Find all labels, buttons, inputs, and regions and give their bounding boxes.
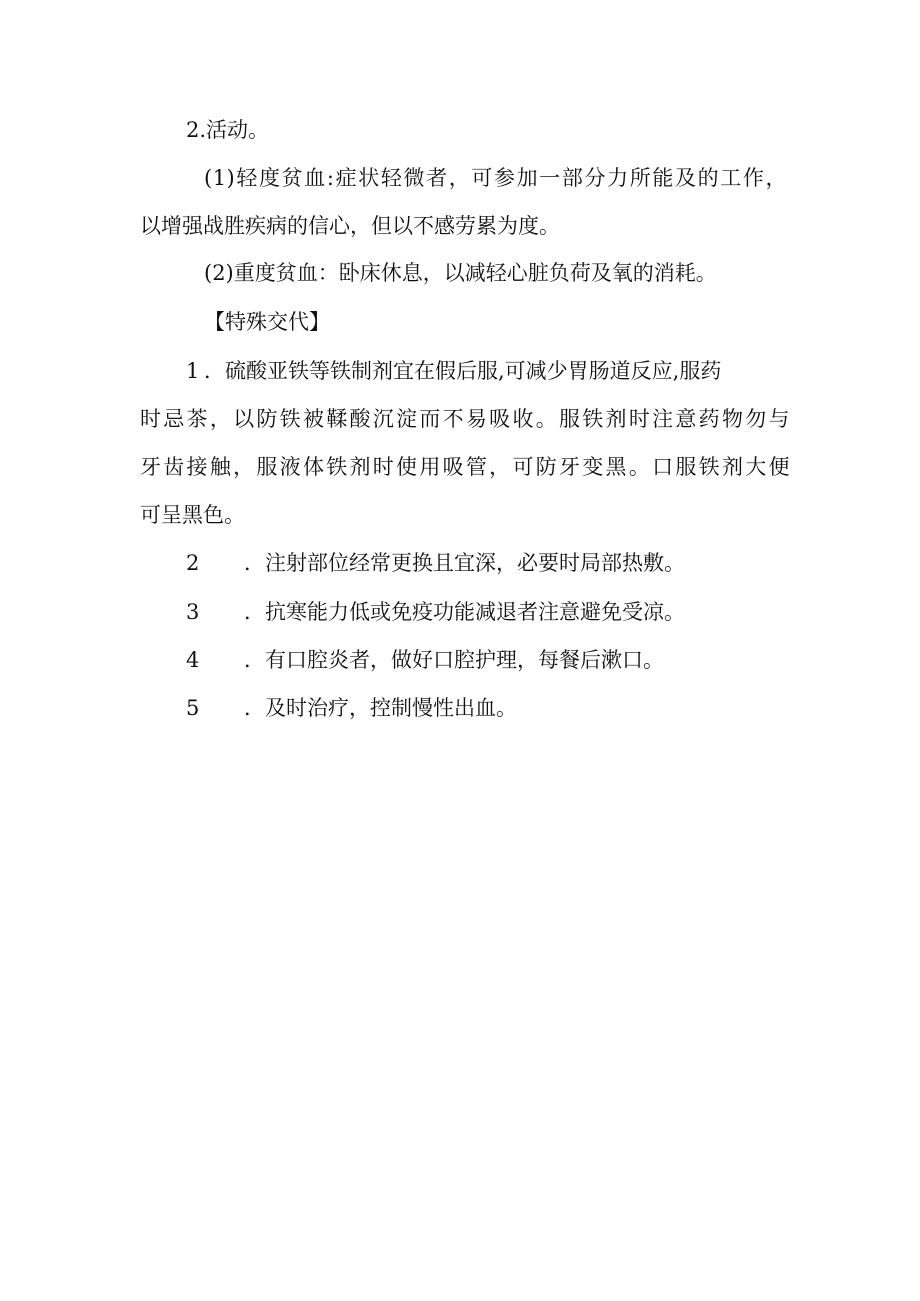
special-item-3-number: 3 [186,600,200,624]
special-item-1-line-2: 时忌茶，以防铁被鞣酸沉淀而不易吸收。服铁剂时注意药物勿与 [140,407,790,431]
special-item-5-number: 5 [186,696,200,720]
special-item-1-line-4: 可呈黑色。 [140,503,245,527]
special-item-4-text: ．有口腔炎者，做好口腔护理，每餐后漱口。 [244,648,664,672]
special-item-3 [186,597,836,627]
special-item-3-text: ．抗寒能力低或免疫功能减退者注意避免受凉。 [244,600,685,624]
special-item-1-line-1 [186,356,787,386]
mild-anemia-line-2: 以增强战胜疾病的信心，但以不感劳累为度。 [140,214,560,238]
special-item-4 [186,645,836,675]
special-item-2 [186,548,836,578]
mild-anemia-line-1: (1)轻度贫血:症状轻微者，可参加一部分力所能及的工作， [204,166,787,190]
special-item-5 [186,693,836,723]
special-item-4-number: 4 [186,648,200,672]
severe-anemia-line: (2)重度贫血：卧床休息，以减轻心脏负荷及氧的消耗。 [204,261,717,285]
special-item-1-number: 1 [186,359,200,383]
activity-heading: 2.活动。 [186,118,270,142]
special-item-1-text: ．硫酸亚铁等铁制剂宜在假后服,可减少胃肠道反应,服药 [204,359,722,383]
special-instructions-heading: 【特殊交代】 [204,310,330,334]
special-item-2-text: ．注射部位经常更换且宜深，必要时局部热敷。 [244,551,685,575]
special-item-1-line-3: 牙齿接触，服液体铁剂时使用吸管，可防牙变黑。口服铁剂大便 [140,455,790,479]
special-item-5-text: ．及时治疗，控制慢性出血。 [244,696,517,720]
special-item-2-number: 2 [186,551,200,575]
